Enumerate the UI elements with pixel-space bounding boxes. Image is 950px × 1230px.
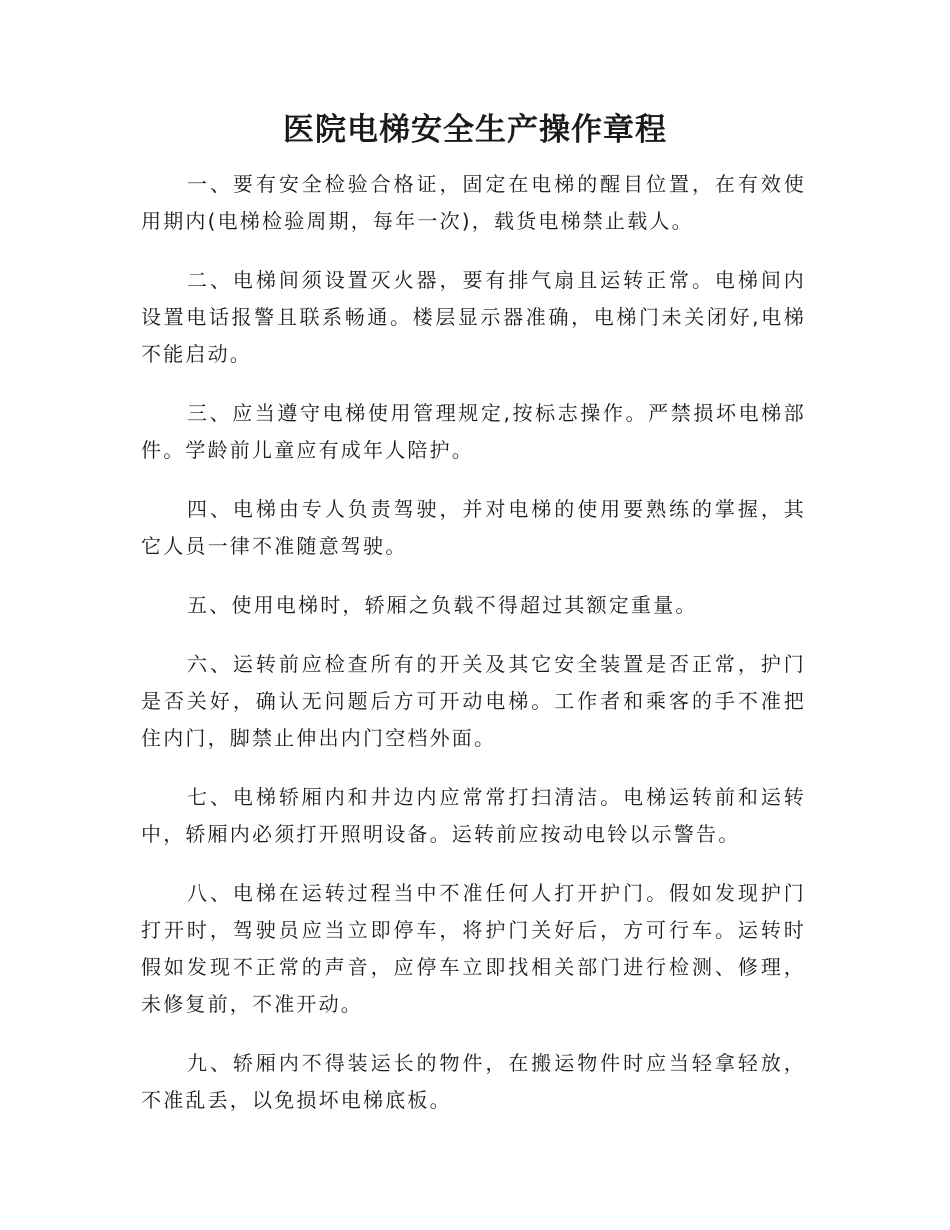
paragraph-9: 九、轿厢内不得装运长的物件，在搬运物件时应当轻拿轻放，不准乱丢，以免损坏电梯底板。 <box>141 1051 806 1112</box>
paragraph-8: 八、电梯在运转过程当中不准任何人打开护门。假如发现护门打开时，驾驶员应当立即停车，将护门关好后，方可行车。运转时假如发现不正常的声音，应停车立即找相关部门进行检测、修理，未修复前，不准开动。 <box>141 881 806 1016</box>
paragraph-6: 六、运转前应检查所有的开关及其它安全装置是否正常，护门是否关好，确认无问题后方可开动电梯。工作者和乘客的手不准把住内门，脚禁止伸出内门空档外面。 <box>141 652 806 750</box>
paragraph-4: 四、电梯由专人负责驾驶，并对电梯的使用要熟练的掌握，其它人员一律不准随意驾驶。 <box>141 497 806 558</box>
paragraph-1: 一、要有安全检验合格证，固定在电梯的醒目位置，在有效使用期内(电梯检验周期，每年一次)，载货电梯禁止载人。 <box>141 172 806 233</box>
document-title: 医院电梯安全生产操作章程 <box>283 112 667 148</box>
paragraph-7: 七、电梯轿厢内和井边内应常常打扫清洁。电梯运转前和运转中，轿厢内必须打开照明设备。运转前应按动电铃以示警告。 <box>141 785 806 846</box>
paragraph-3: 三、应当遵守电梯使用管理规定,按标志操作。严禁损坏电梯部件。学龄前儿童应有成年人陪护。 <box>141 401 806 462</box>
paragraph-2: 二、电梯间须设置灭火器，要有排气扇且运转正常。电梯间内设置电话报警且联系畅通。楼层显示器准确，电梯门未关闭好,电梯不能启动。 <box>141 268 806 366</box>
paragraph-5: 五、使用电梯时，轿厢之负载不得超过其额定重量。 <box>187 593 698 617</box>
document-body <box>141 166 806 1141</box>
